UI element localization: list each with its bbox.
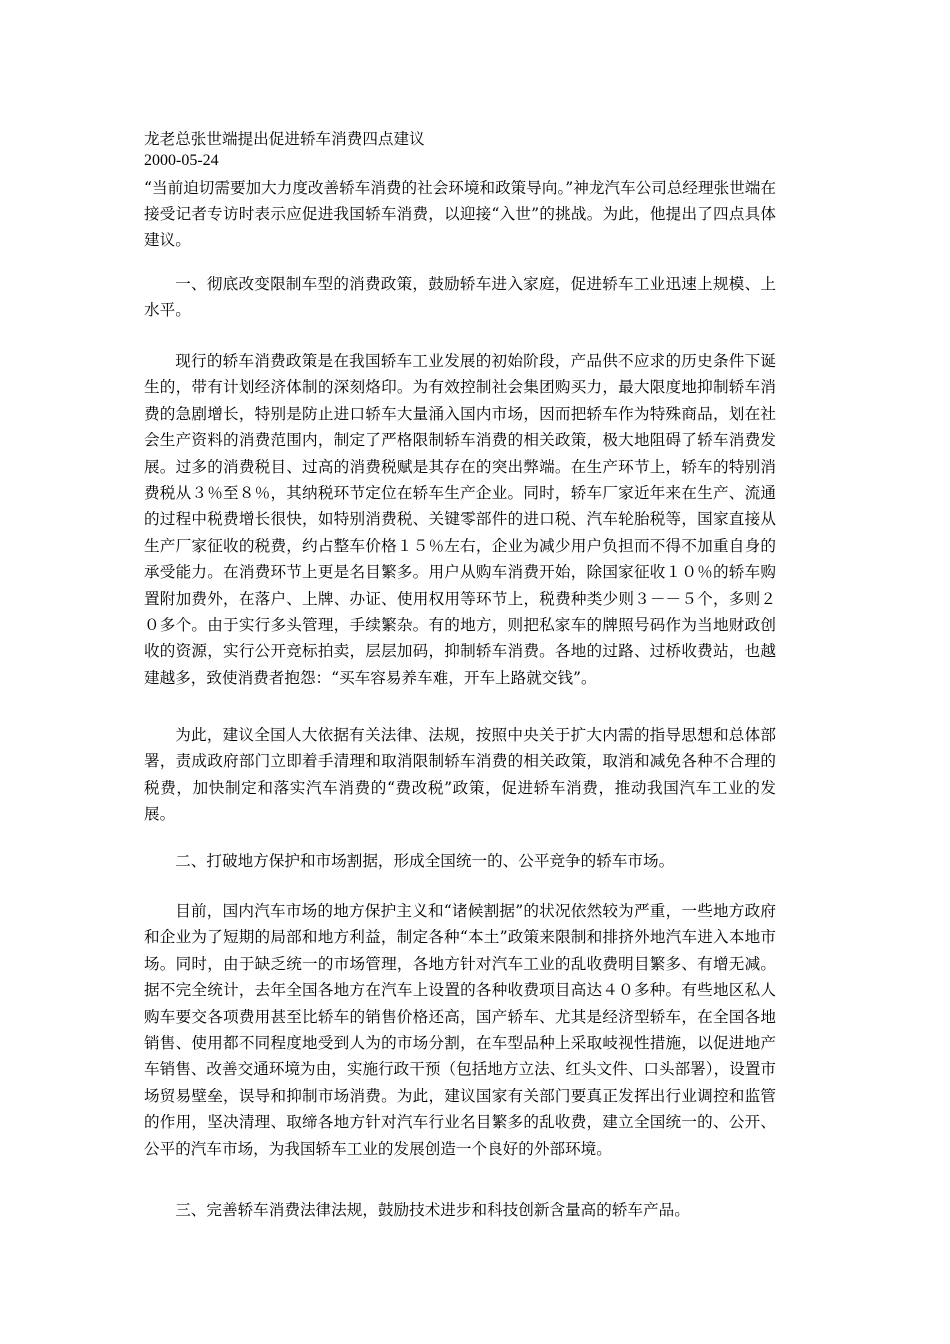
article-title: 龙老总张世端提出促进轿车消费四点建议 — [144, 130, 425, 148]
article-date: 2000-05-24 — [144, 152, 219, 169]
section-heading-1: 一、彻底改变限制车型的消费政策，鼓励轿车进入家庭，促进轿车工业迅速上规模、上水平。 — [144, 275, 776, 320]
section-heading-3: 三、完善轿车消费法律法规，鼓励技术进步和科技创新含量高的轿车产品。 — [175, 1201, 690, 1219]
article-intro: “当前迫切需要加大力度改善轿车消费的社会环境和政策导向。”神龙汽车公司总经理张世端在接受记者专访时表示应促进我国轿车消费，以迎接“入世”的挑战。为此，他提出了四点具体建议。 — [144, 179, 776, 249]
body-paragraph: 目前，国内汽车市场的地方保护主义和“诸候割据”的状况依然较为严重，一些地方政府和企业为了短期的局部和地方利益，制定各种“本土”政策来限制和排挤外地汽车进入本地市场。同时，由于缺乏统一的市场管理，各地方针对汽车工业的乱收费明目繁多、有增无减。据不完全统计，去年全国各地方在汽车上设置的各种收费项目高达４０多种。有些地区私人购车要交各项费用甚至比轿车的销售价格还高，国产轿车、尤其是经济型轿车，在全国各地销售、使用都不同程度地受到人为的市场分割，在车型品种上采取岐视性措施，以促进地产车销售、改善交通环境为由，实施行政干预（包括地方立法、红头文件、口头部署），设置市场贸易壁垒，误导和抑制市场消费。为此，建议国家有关部门要真正发挥出行业调控和监管的作用，坚决清理、取缔各地方针对汽车行业名目繁多的乱收费，建立全国统一的、公开、公平的汽车市场，为我国轿车工业的发展创造一个良好的外部环境。 — [144, 902, 776, 1158]
body-paragraph: 现行的轿车消费政策是在我国轿车工业发展的初始阶段，产品供不应求的历史条件下诞生的，带有计划经济体制的深刻烙印。为有效控制社会集团购买力，最大限度地抑制轿车消费的急剧增长，特别是防止进口轿车大量涌入国内市场，因而把轿车作为特殊商品，划在社会生产资料的消费范围内，制定了严格限制轿车消费的相关政策，极大地阻碍了轿车消费发展。过多的消费税目、过高的消费税赋是其存在的突出弊端。在生产环节上，轿车的特别消费税从３％至８％，其纳税环节定位在轿车生产企业。同时，轿车厂家近年来在生产、流通的过程中税费增长很快，如特别消费税、关键零部件的进口税、汽车轮胎税等，国家直接从生产厂家征收的税费，约占整车价格１５％左右，企业为减少用户负担而不得不加重自身的承受能力。在消费环节上更是名目繁多。用户从购车消费开始，除国家征收１０％的轿车购置附加费外，在落户、上牌、办证、使用权用等环节上，税费种类少则３－－５个，多则２０多个。由于实行多头管理，手续繁杂。有的地方，则把私家车的牌照号码作为当地财政创收的资源，实行公开竞标拍卖，层层加码，抑制轿车消费。各地的过路、过桥收费站，也越建越多，致使消费者抱怨：“买车容易养车难，开车上路就交钱”。 — [144, 352, 776, 687]
section-heading-2: 二、打破地方保护和市场割据，形成全国统一的、公平竞争的轿车市场。 — [175, 852, 675, 870]
body-paragraph: 为此，建议全国人大依据有关法律、法规，按照中央关于扩大内需的指导思想和总体部署，责成政府部门立即着手清理和取消限制轿车消费的相关政策，取消和减免各种不合理的税费，加快制定和落实汽车消费的“费改税”政策，促进轿车消费，推动我国汽车工业的发展。 — [144, 726, 776, 824]
